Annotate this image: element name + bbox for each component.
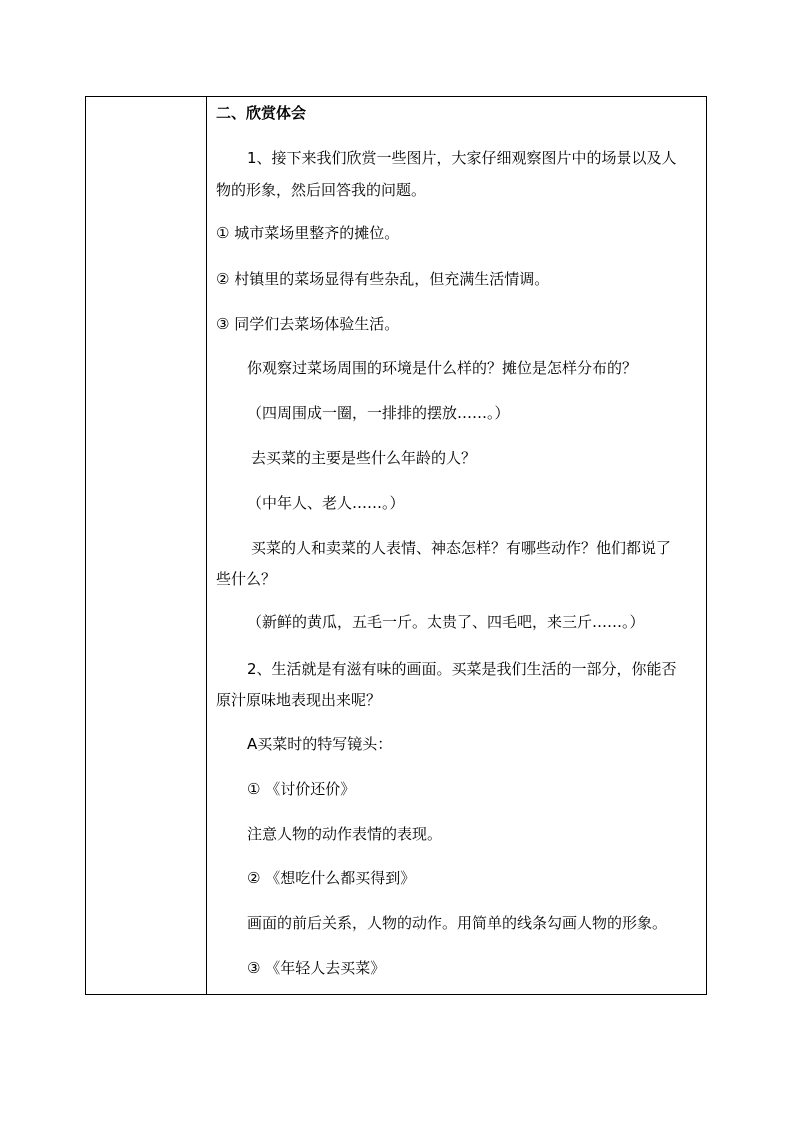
answer-3: （新鲜的黄瓜，五毛一斤。太贵了、四毛吧，来三斤……。） — [247, 613, 645, 631]
question-1: 你观察过菜场周围的环境是什么样的？摊位是怎样分布的？ — [247, 359, 638, 377]
question-2: 去买菜的主要是些什么年龄的人？ — [251, 449, 477, 467]
subsection-a: A买菜时的特写镜头： — [247, 735, 393, 753]
answer-1: （四周围成一圈，一排排的摆放……。） — [247, 404, 510, 422]
table-left-column — [86, 97, 207, 994]
item1-line1: 1、接下来我们欣赏一些图片，大家仔细观察图片中的场景以及人 — [247, 149, 677, 167]
note-1: 注意人物的动作表情的表现。 — [247, 825, 443, 843]
table-content-column — [207, 97, 706, 994]
question-3-line2: 些什么？ — [216, 570, 277, 588]
topic-2: ② 《想吃什么都买得到》 — [247, 869, 416, 887]
item2-line1: 2、生活就是有滋有味的画面。买菜是我们生活的一部分，你能否 — [247, 660, 677, 678]
item1-line2: 物的形象，然后回答我的问题。 — [216, 181, 427, 199]
lesson-table — [85, 96, 707, 995]
picture-item-2: ② 村镇里的菜场显得有些杂乱，但充满生活情调。 — [216, 270, 550, 288]
picture-item-1: ① 城市菜场里整齐的摊位。 — [216, 224, 400, 242]
section-title: 二、欣赏体会 — [216, 104, 307, 122]
topic-1: ① 《讨价还价》 — [247, 780, 356, 798]
item2-line2: 原汁原味地表现出来呢？ — [216, 691, 382, 709]
question-3-line1: 买菜的人和卖菜的人表情、神态怎样？有哪些动作？他们都说了 — [251, 539, 672, 557]
note-2: 画面的前后关系，人物的动作。用简单的线条勾画人物的形象。 — [247, 914, 668, 932]
topic-3: ③ 《年轻人去买菜》 — [247, 959, 386, 977]
picture-item-3: ③ 同学们去菜场体验生活。 — [216, 315, 400, 333]
answer-2: （中年人、老人……。） — [247, 494, 405, 512]
